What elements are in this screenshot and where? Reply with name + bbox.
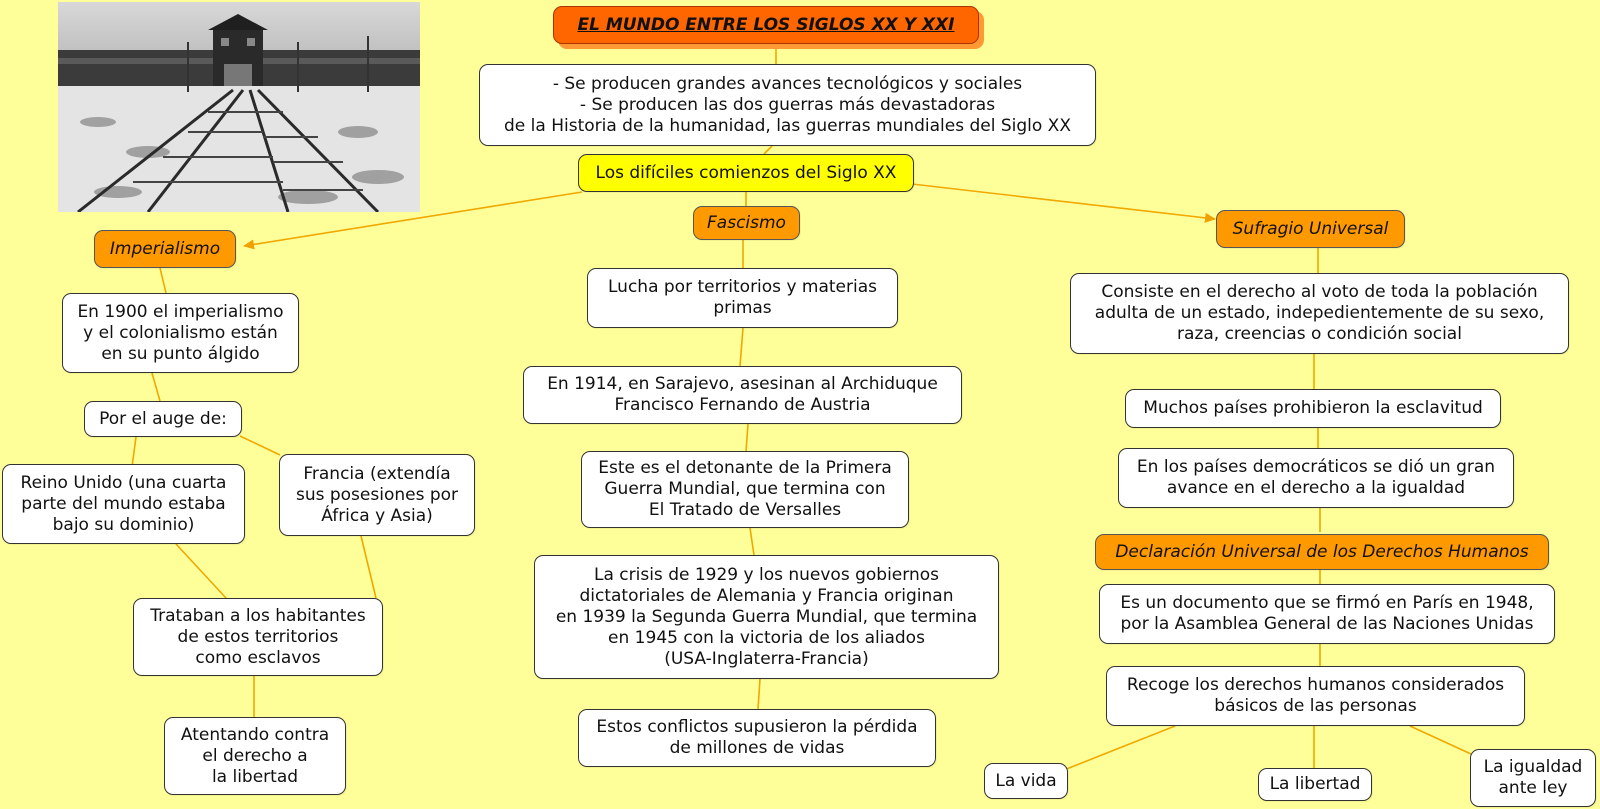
- connector-line: [176, 544, 226, 598]
- photo-image: [58, 2, 420, 212]
- connector-line: [361, 536, 376, 598]
- imperialismo-auge: Por el auge de:: [84, 401, 242, 437]
- imperialismo-1900: En 1900 el imperialismo y el colonialismo están en su punto álgido: [62, 293, 299, 373]
- sufragio-definicion: Consiste en el derecho al voto de toda la población adulta de un estado, indepedientemente de su sexo, raza, creencias o condición social: [1070, 273, 1569, 354]
- category-imperialismo: Imperialismo: [94, 230, 236, 268]
- sufragio-esclavitud: Muchos países prohibieron la esclavitud: [1125, 389, 1501, 428]
- connector-line: [1064, 726, 1175, 770]
- railway-camp-photo: [58, 2, 420, 212]
- fascismo-sarajevo: En 1914, en Sarajevo, asesinan al Archiduque Francisco Fernando de Austria: [523, 366, 962, 424]
- connector-line: [764, 146, 772, 154]
- connector-line: [152, 373, 160, 401]
- imperialismo-libertad: Atentando contra el derecho a la libertad: [164, 717, 346, 795]
- category-sufragio: Sufragio Universal: [1216, 210, 1405, 248]
- category-declaracion: Declaración Universal de los Derechos Humanos: [1095, 534, 1549, 570]
- connector-line: [746, 424, 748, 451]
- derecho-igualdad: La igualdad ante ley: [1470, 749, 1596, 807]
- declaracion-derechos: Recoge los derechos humanos considerados básicos de las personas: [1106, 666, 1525, 726]
- connector-line: [1410, 726, 1471, 754]
- connector-line: [132, 437, 136, 467]
- imperialismo-reino-unido: Reino Unido (una cuarta parte del mundo estaba bajo su dominio): [2, 464, 245, 544]
- connector-line: [750, 528, 754, 555]
- derecho-libertad: La libertad: [1258, 768, 1372, 801]
- connector-line: [160, 268, 166, 293]
- arrow-to-sufragio: [912, 184, 1215, 219]
- fascismo-primera-guerra: Este es el detonante de la Primera Guerra Mundial, que termina con El Tratado de Versalles: [581, 451, 909, 528]
- sufragio-igualdad: En los países democráticos se dió un gran avance en el derecho a la igualdad: [1118, 448, 1514, 508]
- fascismo-perdida-vidas: Estos conflictos supusieron la pérdida de millones de vidas: [578, 709, 936, 767]
- connector-line: [758, 679, 760, 709]
- fascismo-segunda-guerra: La crisis de 1929 y los nuevos gobiernos dictatoriales de Alemania y Francia originan en 1939 la Segunda Guerra Mundial, que termina en 1945 con la victoria de los aliados (USA-Inglaterra-Francia): [534, 555, 999, 679]
- imperialismo-francia: Francia (extendía sus posesiones por África y Asia): [279, 454, 475, 536]
- category-fascismo: Fascismo: [693, 206, 800, 240]
- intro-box: - Se producen grandes avances tecnológicos y sociales - Se producen las dos guerras más devastadoras de la Historia de la humanidad, las guerras mundiales del Siglo XX: [479, 64, 1096, 146]
- connector-line: [740, 328, 743, 366]
- derecho-vida: La vida: [984, 763, 1068, 799]
- center-topic: Los difíciles comienzos del Siglo XX: [578, 154, 914, 192]
- imperialismo-esclavos: Trataban a los habitantes de estos territorios como esclavos: [133, 598, 383, 676]
- page-title: EL MUNDO ENTRE LOS SIGLOS XX Y XXI: [553, 6, 979, 44]
- connector-line: [240, 436, 280, 455]
- fascismo-territorios: Lucha por territorios y materias primas: [587, 268, 898, 328]
- declaracion-documento: Es un documento que se firmó en París en 1948, por la Asamblea General de las Naciones Unidas: [1099, 584, 1555, 644]
